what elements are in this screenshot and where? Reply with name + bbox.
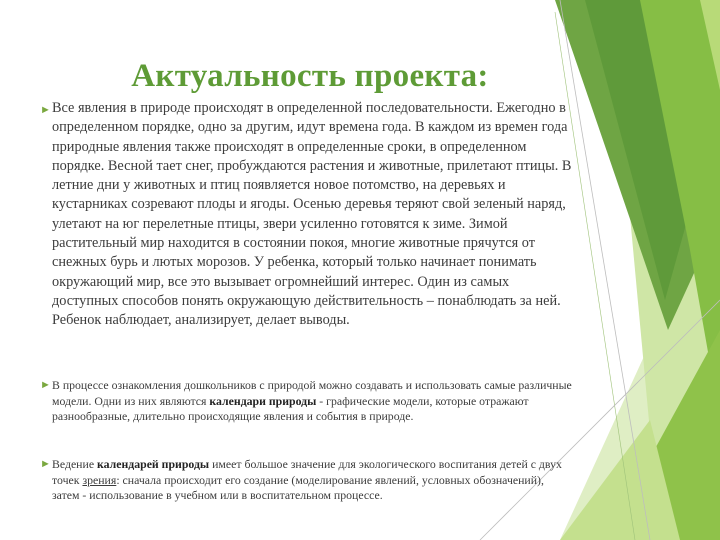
paragraph-1-text: Все явления в природе происходят в определенной последовательности. Ежегодно в определенном порядке, одно за другим, идут времена года. В каждом из времен года природные явления также происходят в определенные сроки, в определенном порядке. Весной тает снег, пробуждаются растения и животные, прилетают птицы. В летние дни у животных и птиц появляется новое потомство, на деревьях и кустарниках созревают плоды и ягоды. Осенью деревья теряют свой зеленый наряд, улетают на юг перелетные птицы, звери усиленно готовятся к зиме. Зимой растительный мир находится в состоянии покоя, многие животные прячутся от снежных бурь и лютых морозов. У ребенка, который только начинает понимать окружающий мир, все это вызывает огромнейший интерес. Один из самых доступных способов понять окружающую действительность – понаблюдать за ней. Ребенок наблюдает, анализирует, делает выводы. (52, 100, 572, 329)
paragraph-3-part2: имеет большое значение для экологического воспитания детей с двух точек (52, 457, 562, 487)
paragraph-1 (40, 99, 572, 331)
paragraph-2-text (52, 378, 572, 425)
paragraph-3 (40, 457, 572, 504)
bullet-marker: ► (40, 104, 51, 116)
slide-title: Актуальность проекта: (131, 58, 489, 94)
paragraph-3-text (52, 457, 572, 504)
paragraph-2-part1: В процессе ознакомления дошкольников с природой можно создавать и использовать самые различные модели. Одни из них являются (52, 378, 572, 408)
bullet-marker: ► (40, 458, 51, 470)
underlined-word: зрения (82, 472, 117, 487)
term-calendars-of-nature: календарей природы (97, 457, 210, 471)
paragraph-2 (40, 378, 572, 425)
paragraph-2-part2: - графические модели, которые отражают разнообразные, длительно происходящие явления и события в природе. (52, 393, 529, 424)
paragraph-3-part1: Ведение (52, 457, 97, 471)
paragraph-3-part3: : сначала происходит его создание (моделирование явлений, условных обозначений), затем - использование в учебном или в воспитательном процессе. (52, 472, 544, 503)
term-calendars-of-nature: календари природы (209, 393, 317, 408)
bullet-marker: ► (40, 379, 51, 391)
